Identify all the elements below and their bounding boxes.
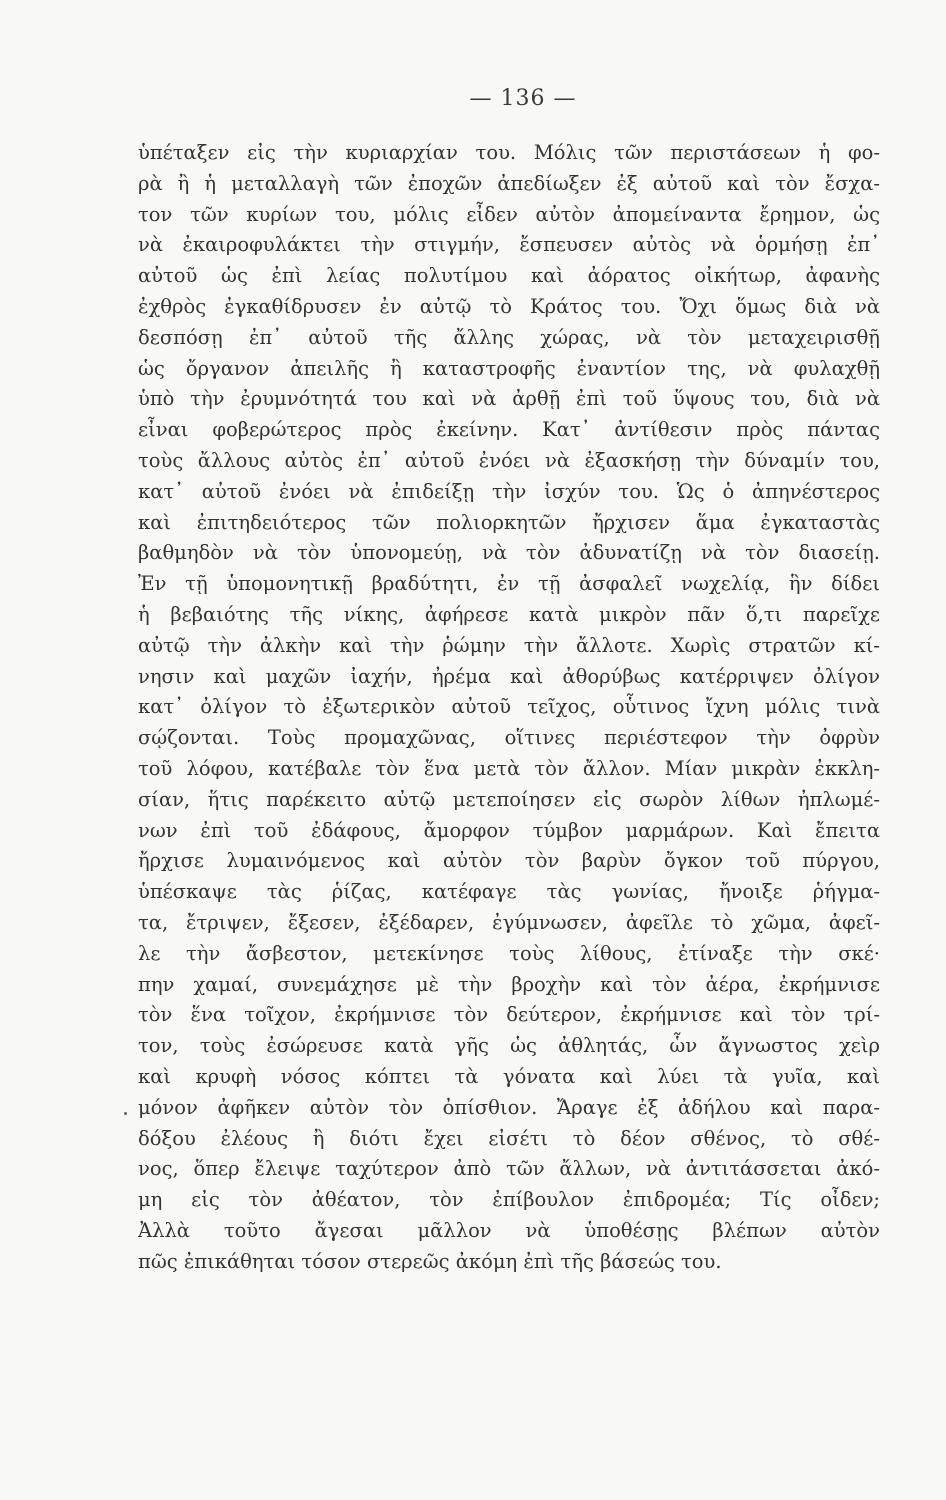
text-line: κατ᾿ ὀλίγον τὸ ἐξωτερικὸν αὐτοῦ τεῖχος, οὗτινος ἴχνη μόλις τινὰ — [138, 695, 880, 719]
text-line: ἐχθρὸς ἐγκαθίδρυσεν ἐν αὐτῷ τὸ Κράτος του. Ὄχι ὅμως διὰ νὰ — [138, 294, 880, 318]
text-line: σῴζονται. Τοὺς προμαχῶνας, οἵτινες περιέστεφον τὴν ὀφρὺν — [138, 726, 880, 750]
text-line: νος, ὅπερ ἔλειψε ταχύτερον ἀπὸ τῶν ἄλλων, νὰ ἀντιτάσσεται ἀκό- — [138, 1157, 880, 1181]
text-line: Ἀλλὰ τοῦτο ἄγεσαι μᾶλλον νὰ ὑποθέσῃς βλέπων αὐτὸν — [138, 1218, 880, 1242]
text-line: τον, τοὺς ἐσώρευσε κατὰ γῆς ὡς ἀθλητάς, ὧν ἄγνωστος χεὶρ — [138, 1034, 880, 1058]
body-text — [138, 138, 880, 1277]
text-line: τοῦ λόφου, κατέβαλε τὸν ἕνα μετὰ τὸν ἄλλον. Μίαν μικρὰν ἐκκλη- — [138, 756, 880, 780]
text-line: δεσπόσῃ ἐπ᾿ αὐτοῦ τῆς ἄλλης χώρας, νὰ τὸν μεταχειρισθῇ — [138, 325, 880, 349]
text-line: βαθμηδὸν νὰ τὸν ὑπονομεύῃ, νὰ τὸν ἀδυνατίζῃ νὰ τὸν διασείῃ. — [138, 541, 880, 565]
text-line: ὡς ὄργανον ἀπειλῆς ἢ καταστροφῆς ἐναντίον της, νὰ φυλαχθῇ — [138, 356, 880, 380]
text-line: εἶναι φοβερώτερος πρὸς ἐκείνην. Κατ᾿ ἀντίθεσιν πρὸς πάντας — [138, 418, 880, 442]
text-line: δόξου ἐλέους ἢ διότι ἔχει εἰσέτι τὸ δέον σθένος, τὸ σθέ- — [138, 1126, 880, 1150]
text-line: ὑπέσκαψε τὰς ῥίζας, κατέφαγε τὰς γωνίας, ἤνοιξε ῥήγμα- — [138, 880, 880, 904]
text-line: τοὺς ἄλλους αὐτὸς ἐπ᾿ αὐτοῦ ἐνόει νὰ ἐξασκήσῃ τὴν δύναμίν του, — [138, 448, 880, 472]
text-line: σίαν, ἥτις παρέκειτο αὐτῷ μετεποίησεν εἰς σωρὸν λίθων ἠπλωμέ- — [138, 787, 880, 811]
text-line: νὰ ἐκαιροφυλάκτει τὴν στιγμήν, ἔσπευσεν αὐτὸς νὰ ὁρμήσῃ ἐπ᾿ — [138, 233, 880, 257]
text-line: ὑπὸ τὴν ἐρυμνότητά του καὶ νὰ ἀρθῇ ἐπὶ τοῦ ὕψους του, διὰ νὰ — [138, 387, 880, 411]
text-line: λε τὴν ἄσβεστον, μετεκίνησε τοὺς λίθους, ἐτίναξε τὴν σκέ· — [138, 941, 880, 965]
text-line: τον τῶν κυρίων του, μόλις εἶδεν αὐτὸν ἀπομείναντα ἔρημον, ὡς — [138, 202, 880, 226]
text-line: τὸν ἕνα τοῖχον, ἐκρήμνισε τὸν δεύτερον, ἐκρήμνισε καὶ τὸν τρί- — [138, 1003, 880, 1027]
text-line: νησιν καὶ μαχῶν ἰαχήν, ἠρέμα καὶ ἀθορύβως κατέρριψεν ὀλίγον — [138, 664, 880, 688]
text-line: αὐτῷ τὴν ἀλκὴν καὶ τὴν ῥώμην τὴν ἄλλοτε. Χωρὶς στρατῶν κί- — [138, 633, 880, 657]
text-line: πῶς ἐπικάθηται τόσον στερεῶς ἀκόμη ἐπὶ τῆς βάσεώς του. — [138, 1249, 722, 1273]
text-line: τα, ἔτριψεν, ἔξεσεν, ἐξέδαρεν, ἐγύμνωσεν, ἀφεῖλε τὸ χῶμα, ἀφεῖ- — [138, 910, 880, 934]
text-line: μη εἰς τὸν ἀθέατον, τὸν ἐπίβουλον ἐπιδρομέα; Τίς οἶδεν; — [138, 1188, 880, 1212]
text-line: αὐτοῦ ὡς ἐπὶ λείας πολυτίμου καὶ ἀόρατος οἰκήτωρ, ἀφανὴς — [138, 264, 880, 288]
text-line: κατ᾿ αὐτοῦ ἐνόει νὰ ἐπιδείξῃ τὴν ἰσχύν του. Ὡς ὁ ἀπηνέστερος — [138, 479, 880, 503]
margin-mark — [124, 1112, 127, 1115]
text-line: μόνον ἀφῆκεν αὐτὸν τὸν ὀπίσθιον. Ἄραγε ἐξ ἀδήλου καὶ παρα- — [138, 1095, 880, 1119]
text-line: καὶ κρυφὴ νόσος κόπτει τὰ γόνατα καὶ λύει τὰ γυῖα, καὶ — [138, 1064, 880, 1088]
text-line: ἤρχισε λυμαινόμενος καὶ αὐτὸν τὸν βαρὺν ὄγκον τοῦ πύργου, — [138, 849, 880, 873]
text-line: ἡ βεβαιότης τῆς νίκης, ἀφήρεσε κατὰ μικρὸν πᾶν ὅ,τι παρεῖχε — [138, 602, 880, 626]
text-line: καὶ ἐπιτηδειότερος τῶν πολιορκητῶν ἤρχισεν ἅμα ἐγκαταστὰς — [138, 510, 880, 534]
text-line: ὑπέταξεν εἰς τὴν κυριαρχίαν του. Μόλις τῶν περιστάσεων ἡ φο- — [138, 141, 880, 164]
text-line: Ἐν τῇ ὑπομονητικῇ βραδύτητι, ἐν τῇ ἀσφαλεῖ νωχελίᾳ, ἣν δίδει — [138, 572, 880, 596]
page-number: — 136 — — [469, 86, 577, 111]
text-line: νων ἐπὶ τοῦ ἐδάφους, ἄμορφον τύμβον μαρμάρων. Καὶ ἔπειτα — [138, 818, 880, 842]
text-line: ρὰ ἢ ἡ μεταλλαγὴ τῶν ἐποχῶν ἀπεδίωξεν ἐξ αὐτοῦ καὶ τὸν ἔσχα- — [138, 171, 880, 195]
text-line: πην χαμαί, συνεμάχησε μὲ τὴν βροχὴν καὶ τὸν ἀέρα, ἐκρήμνισε — [138, 972, 880, 996]
